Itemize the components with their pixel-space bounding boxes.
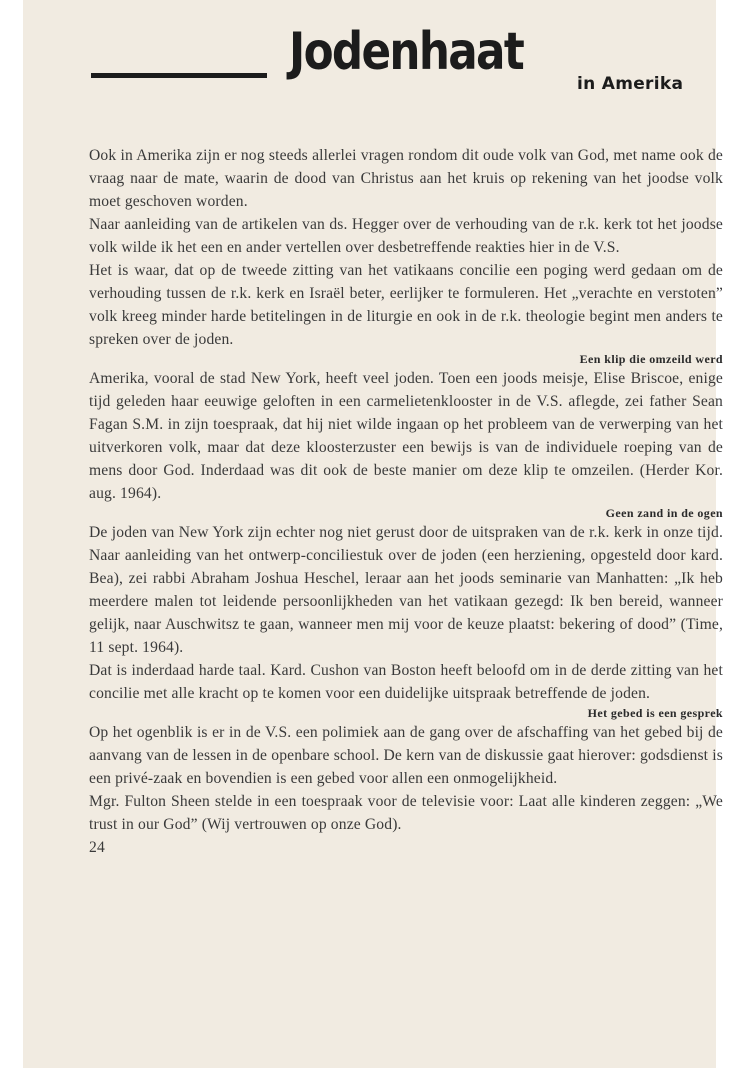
paragraph: Amerika, vooral de stad New York, heeft veel joden. Toen een joods meisje, Elise Briscoe, enige tijd geleden haar eeuwige geloften in een carmelietenklooster in de V.S. aflegde, zei father Sean Fagan S.M. in zijn toespraak, dat hij niet wilde ingaan op het probleem van de verwerping van het uitverkoren volk, maar dat deze kloosterzuster een bewijs is van de individuele roeping van de mens door God. Inderdaad was dit ook de beste manier om deze klip te omzeilen. (Herder Kor. aug. 1964). [89,370,723,502]
paragraph: Dat is inderdaad harde taal. Kard. Cushon van Boston heeft beloofd om in de derde zitting van het concilie met alle kracht op te komen voor een duidelijke uitspraak betreffende de joden. [89,662,723,702]
paragraph: Op het ogenblik is er in de V.S. een polimiek aan de gang over de afschaffing van het gebed bij de aanvang van de lessen in de openbare school. De kern van de diskussie gaat hierover: godsdienst is een privé-zaak en bovendien is een gebed voor allen een onmogelijkheid. [89,724,723,787]
paragraph: Mgr. Fulton Sheen stelde in een toespraak voor de televisie voor: Laat alle kinderen zeggen: „We trust in our God” (Wij vertrouwen op onze God). [89,793,723,833]
title-rule [91,73,267,78]
article-body [89,144,723,859]
section-heading: Geen zand in de ogen [605,506,723,520]
paragraph: Ook in Amerika zijn er nog steeds allerlei vragen rondom dit oude volk van God, met name ook de vraag naar de mate, waarin de dood van Christus aan het kruis op rekening van het joodse volk moet geschoven worden. [89,147,723,210]
paragraph: De joden van New York zijn echter nog niet gerust door de uitspraken van de r.k. kerk in onze tijd. Naar aanleiding van het ontwerp-conciliestuk over de joden (een herziening, opgesteld door kard. Bea), zei rabbi Abraham Joshua Heschel, leraar aan het joods seminarie van Manhatten: „Ik heb meerdere malen tot leidende persoonlijkheden van het vatikaan gezegd: Ik ben bereid, wanneer gelijk, naar Auschwitsz te gaan, wanneer men mij voor de keuze plaatst: bekering of dood” (Time, 11 sept. 1964). [89,524,723,656]
section-heading: Een klip die omzeild werd [579,352,723,366]
paragraph: Naar aanleiding van de artikelen van ds. Hegger over de verhouding van de r.k. kerk tot het joodse volk wilde ik het een en ander vertellen over desbetreffende reakties hier in de V.S. [89,216,723,256]
page-number: 24 [89,839,105,856]
paragraph: Het is waar, dat op de tweede zitting van het vatikaans concilie een poging werd gedaan om de verhouding tussen de r.k. kerk en Israël beter, eerlijker te formuleren. Het „verachte en verstoten” volk kreeg minder harde betitelingen in de liturgie en ook in de r.k. theologie begint men anders te spreken over de joden. [89,262,723,348]
page-title: Jodenhaat [289,22,524,82]
page [23,0,723,1068]
section-heading: Het gebed is een gesprek [587,706,723,720]
page-subtitle: in Amerika [577,74,684,94]
